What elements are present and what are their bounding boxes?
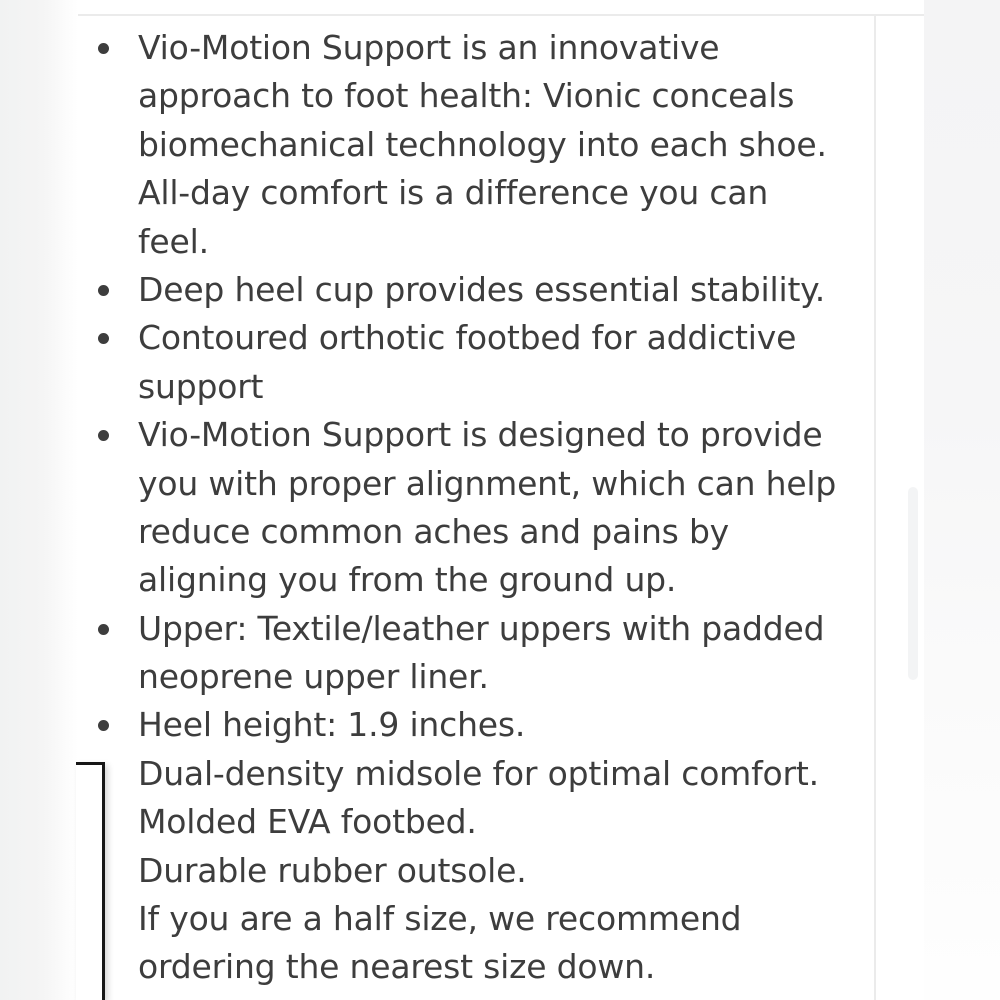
list-item-text [138,266,874,314]
list-item [0,24,874,266]
product-description-list [0,24,874,992]
list-item-line: Heel height: 1.9 inches. [138,705,526,745]
list-item-text [138,605,874,702]
list-item-line: feel. [138,221,209,261]
list-item-line: aligning you from the ground up. [138,560,677,600]
list-item-line: biomechanical technology into each shoe. [138,124,827,164]
list-item-line: neoprene upper liner. [138,657,489,697]
list-item-line: Upper: Textile/leather uppers with padded [138,608,825,648]
right-page-gutter [924,0,1000,1000]
list-item-line: If you are a half size, we recommend [138,899,742,939]
list-item-line: reduce common aches and pains by [138,511,730,551]
list-item-text [138,411,874,605]
bullet-marker-column [0,314,138,411]
list-item-line: Vio-Motion Support is designed to provide [138,415,823,455]
list-item [0,411,874,605]
bullet-icon [98,285,109,296]
list-item-line: Deep heel cup provides essential stability. [138,269,826,309]
list-item-line: All-day comfort is a difference you can [138,173,769,213]
list-item-line: support [138,366,264,406]
bullet-marker-column [0,24,138,266]
bullet-icon [98,624,109,635]
list-item [0,266,874,314]
bullet-icon [98,333,109,344]
scrollbar-thumb[interactable] [908,487,918,680]
bullet-icon [98,430,109,441]
list-item-line: Molded EVA footbed. [138,802,477,842]
list-item-text [138,701,874,991]
list-item-line: Durable rubber outsole. [138,850,527,890]
bullet-marker-column [0,701,138,991]
bullet-marker-column [0,266,138,314]
list-item-line: ordering the nearest size down. [138,947,656,987]
list-item [0,605,874,702]
vertical-divider [874,15,876,1000]
bullet-marker-column [0,605,138,702]
list-item-text [138,314,874,411]
list-item-text [138,24,874,266]
list-item-line: you with proper alignment, which can help [138,463,837,503]
list-item-line: Dual-density midsole for optimal comfort. [138,753,819,793]
bullet-icon [98,720,109,731]
list-item-line: Vio-Motion Support is an innovative [138,28,720,67]
bullet-marker-column [0,411,138,605]
list-item [0,314,874,411]
bullet-icon [98,43,109,54]
list-item-line: Contoured orthotic footbed for addictive [138,318,797,358]
list-item-line: approach to foot health: Vionic conceals [138,76,795,116]
horizontal-divider [78,14,924,16]
clipped-element-corner [76,762,105,1000]
list-item [0,701,874,991]
